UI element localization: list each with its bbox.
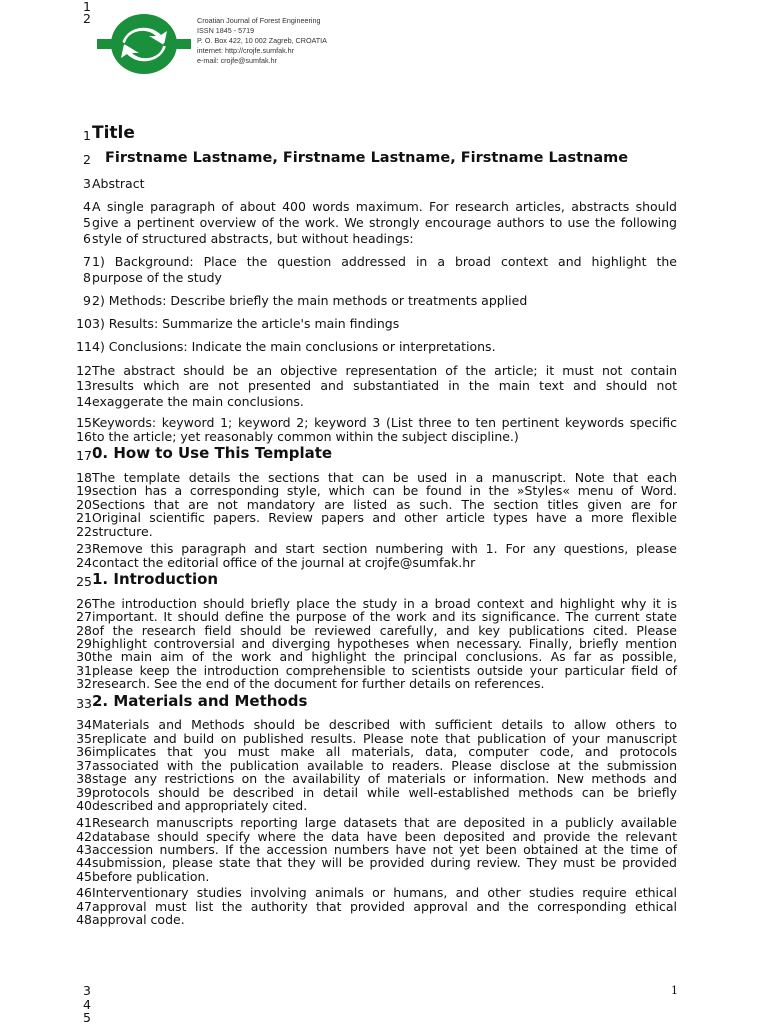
body-line: contact the editorial office of the journal at crojfe@sumfak.hr	[92, 555, 476, 570]
section-heading: 2. Materials and Methods	[92, 692, 308, 710]
body-line: replicate and build on published results. Please note that publication of your manuscript	[92, 731, 677, 746]
line-number: 35	[76, 731, 92, 746]
body-line: section has a corresponding style, which can be found in the »Styles« menu of Word.	[92, 483, 677, 498]
body-line: style of structured abstracts, but without headings:	[92, 231, 414, 246]
body-line: approval must list the authority that provided approval and the corresponding ethical	[92, 899, 677, 914]
line-number: 7	[83, 254, 91, 269]
body-line: results which are not presented and substantiated in the main text and should not	[92, 378, 677, 393]
line-number: 25	[76, 574, 92, 589]
line-number: 21	[76, 510, 92, 525]
line-number: 34	[76, 717, 92, 732]
body-line: associated with the publication available to readers. Please disclose at the submission	[92, 758, 677, 773]
body-line: before publication.	[92, 869, 210, 884]
line-number: 19	[76, 483, 92, 498]
body-line: exaggerate the main conclusions.	[92, 394, 304, 409]
line-number: 10	[76, 316, 92, 331]
body-line: the main aim of the work and highlight the principal conclusions. As far as possible,	[92, 649, 677, 664]
line-number: 33	[76, 696, 92, 711]
body-line: submission, please state that they will be provided during review. They must be provided	[92, 855, 677, 870]
body-line: The template details the sections that can be used in a manuscript. Note that each	[92, 470, 677, 485]
body-line: A single paragraph of about 400 words maximum. For research articles, abstracts should	[92, 199, 677, 214]
body-line: 2) Methods: Describe briefly the main methods or treatments applied	[92, 293, 528, 308]
keywords-line: to the article; yet reasonably common within the subject discipline.)	[92, 429, 519, 444]
line-number: 32	[76, 676, 92, 691]
line-number: 16	[76, 429, 92, 444]
line-number: 9	[83, 293, 91, 308]
line-number: 20	[76, 497, 92, 512]
body-line: Remove this paragraph and start section numbering with 1. For any questions, please	[92, 541, 677, 556]
journal-name: Croatian Journal of Forest Engineering	[197, 16, 321, 25]
header-line-number: 1	[83, 0, 91, 14]
header-line-number: 2	[83, 11, 91, 26]
body-line: purpose of the study	[92, 270, 222, 285]
body-line: Research manuscripts reporting large datasets that are deposited in a publicly available	[92, 815, 677, 830]
line-number: 6	[83, 231, 91, 246]
line-number: 28	[76, 623, 92, 638]
line-number: 46	[76, 885, 92, 900]
journal-website[interactable]: internet: http://crojfe.sumfak.hr	[197, 46, 295, 55]
line-number: 18	[76, 470, 92, 485]
body-line: Original scientific papers. Review papers and other article types have a more flexible	[92, 510, 677, 525]
body-line: approval code.	[92, 912, 185, 927]
body-line: stage any restrictions on the availability of materials or information. New methods and	[92, 771, 677, 786]
journal-info	[197, 16, 327, 66]
line-number: 40	[76, 798, 92, 813]
footer-line-number: 3	[83, 983, 91, 998]
body-line: Materials and Methods should be described with sufficient details to allow others to	[92, 717, 677, 732]
line-number: 47	[76, 899, 92, 914]
section-heading: 1. Introduction	[92, 570, 219, 588]
body-line: of the research field should be reviewed carefully, and key publications cited. Please	[92, 623, 677, 638]
line-number: 4	[83, 199, 91, 214]
line-number: 29	[76, 636, 92, 651]
page-title: Title	[92, 123, 135, 143]
authors: Firstname Lastname, Firstname Lastname, Firstname Lastname	[105, 150, 629, 166]
body-line: 3) Results: Summarize the article's main findings	[92, 316, 400, 331]
line-number: 8	[83, 270, 91, 285]
line-number: 31	[76, 663, 92, 678]
line-number: 22	[76, 524, 92, 539]
line-number: 38	[76, 771, 92, 786]
body-line: 4) Conclusions: Indicate the main conclusions or interpretations.	[92, 339, 496, 354]
footer-line-number: 5	[83, 1010, 91, 1025]
body-line: database should specify where the data have been deposited and provide the relevant	[92, 829, 677, 844]
line-number: 36	[76, 744, 92, 759]
line-number: 39	[76, 785, 92, 800]
line-number: 1	[83, 128, 91, 143]
body-line: implicates that you must make all materials, data, computer code, and protocols	[92, 744, 677, 759]
body-line: Sections that are not mandatory are listed as such. The section titles given are for	[92, 497, 677, 512]
journal-issn: ISSN 1845 - 5719	[197, 26, 255, 35]
line-number: 24	[76, 555, 92, 570]
keywords-line: Keywords: keyword 1; keyword 2; keyword 3 (List three to ten pertinent keywords specific	[92, 415, 677, 430]
body-line: please keep the introduction comprehensible to scientists outside your particular field of	[92, 663, 677, 678]
line-number: 37	[76, 758, 92, 773]
body-line: accession numbers. If the accession numbers have not yet been obtained at the time of	[92, 842, 677, 857]
page-number: 1	[671, 984, 678, 997]
line-number: 43	[76, 842, 92, 857]
line-number: 42	[76, 829, 92, 844]
line-number: 15	[76, 415, 92, 430]
footer-line-number: 4	[83, 997, 91, 1012]
body-line: give a pertinent overview of the work. We strongly encourage authors to use the following	[92, 215, 677, 230]
line-number: 2	[83, 152, 91, 167]
line-number: 3	[83, 176, 91, 191]
body-line: described and appropriately cited.	[92, 798, 308, 813]
journal-logo	[95, 13, 193, 75]
body-line: important. It should define the purpose of the work and its significance. The current state	[92, 609, 677, 624]
line-number: 27	[76, 609, 92, 624]
line-number: 14	[76, 394, 92, 409]
line-number: 12	[76, 363, 92, 378]
line-number: 48	[76, 912, 92, 927]
line-number: 11	[76, 339, 92, 354]
line-number: 17	[76, 448, 92, 463]
journal-address: P. O. Box 422, 10 002 Zagreb, CROATIA	[197, 36, 327, 45]
body-line: 1) Background: Place the question addressed in a broad context and highlight the	[92, 254, 677, 269]
line-number: 26	[76, 596, 92, 611]
body-line: protocols should be described in detail while well-established methods can be briefly	[92, 785, 677, 800]
abstract-heading: Abstract	[92, 176, 145, 191]
body-line: research. See the end of the document for further details on references.	[92, 676, 545, 691]
line-number: 5	[83, 215, 91, 230]
body-line: The abstract should be an objective representation of the article; it must not contain	[92, 363, 677, 378]
line-number: 23	[76, 541, 92, 556]
line-number: 45	[76, 869, 92, 884]
line-number: 30	[76, 649, 92, 664]
body-line: highlight controversial and diverging hypotheses when necessary. Finally, briefly mention	[92, 636, 677, 651]
line-number: 13	[76, 378, 92, 393]
body-line: Interventionary studies involving animals or humans, and other studies require ethical	[92, 885, 677, 900]
line-number: 44	[76, 855, 92, 870]
body-line: The introduction should briefly place the study in a broad context and highlight why it is	[92, 596, 677, 611]
line-number: 41	[76, 815, 92, 830]
journal-email[interactable]: e-mail: crojfe@sumfak.hr	[197, 56, 277, 65]
body-line: structure.	[92, 524, 153, 539]
section-heading: 0. How to Use This Template	[92, 444, 333, 462]
